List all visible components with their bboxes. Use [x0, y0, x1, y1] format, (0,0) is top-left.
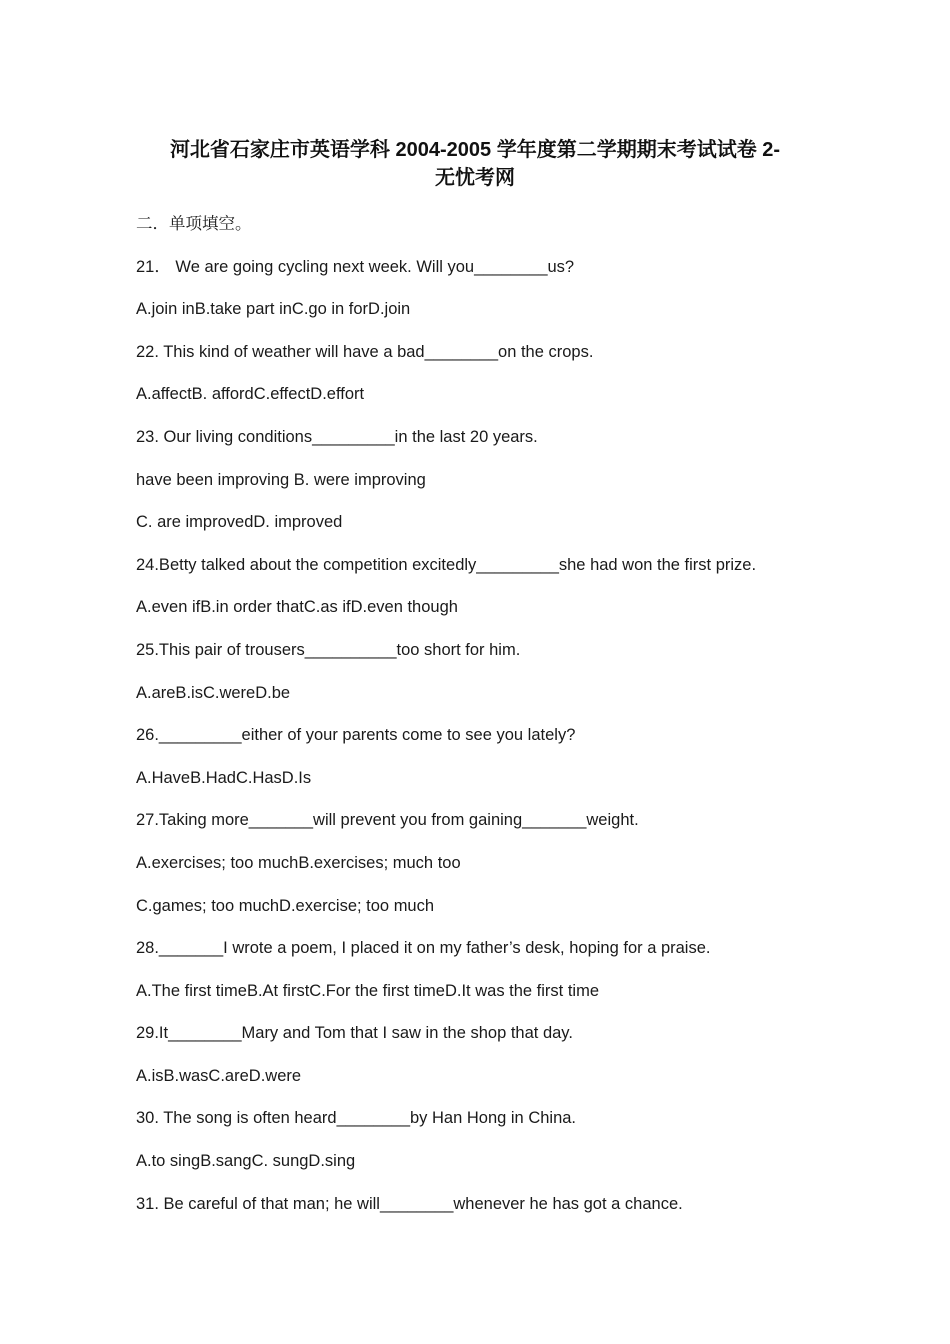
options-26: A.HaveB.HadC.HasD.Is — [136, 768, 312, 787]
question-29: 29.It________Mary and Tom that I saw in the shop that day. — [136, 1024, 573, 1043]
question-22: 22. This kind of weather will have a bad________on the crops. — [136, 342, 594, 361]
options-29: A.isB.wasC.areD.were — [136, 1066, 302, 1085]
options-23-a: have been improving B. were improving — [136, 470, 426, 489]
options-28: A.The first timeB.At firstC.For the first timeD.It was the first time — [136, 981, 600, 1000]
options-27-a: A.exercises; too muchB.exercises; much too — [136, 853, 461, 872]
options-22: A.affectB. affordC.effectD.effort — [136, 385, 365, 404]
options-23-b: C. are improvedD. improved — [136, 513, 343, 532]
question-31: 31. Be careful of that man; he will________whenever he has got a chance. — [136, 1194, 683, 1213]
title-line-1: 河北省石家庄市英语学科 2004-2005 学年度第二学期期末考试试卷 2- — [169, 139, 781, 161]
question-30: 30. The song is often heard________by Han Hong in China. — [136, 1109, 577, 1128]
title-line-2: 无忧考网 — [435, 167, 515, 189]
question-23: 23. Our living conditions_________in the last 20 years. — [136, 427, 538, 446]
question-27: 27.Taking more_______will prevent you from gaining_______weight. — [136, 811, 639, 830]
options-25: A.areB.isC.wereD.be — [136, 683, 291, 702]
question-21: 21． We are going cycling next week. Will you________us? — [136, 257, 575, 276]
question-28: 28._______I wrote a poem, I placed it on my father’s desk, hoping for a praise. — [136, 939, 711, 958]
options-21: A.join inB.take part inC.go in forD.join — [136, 300, 411, 319]
options-30: A.to singB.sangC. sungD.sing — [136, 1152, 356, 1171]
section-heading: 二．单项填空。 — [136, 215, 252, 233]
options-27-b: C.games; too muchD.exercise; too much — [136, 896, 435, 915]
question-26: 26._________either of your parents come to see you lately? — [136, 726, 576, 745]
question-24: 24.Betty talked about the competition excitedly_________she had won the first prize. — [136, 555, 757, 574]
document-title — [130, 136, 820, 192]
question-25: 25.This pair of trousers__________too short for him. — [136, 640, 521, 659]
options-24: A.even ifB.in order thatC.as ifD.even though — [136, 598, 458, 617]
question-list — [136, 210, 856, 1232]
